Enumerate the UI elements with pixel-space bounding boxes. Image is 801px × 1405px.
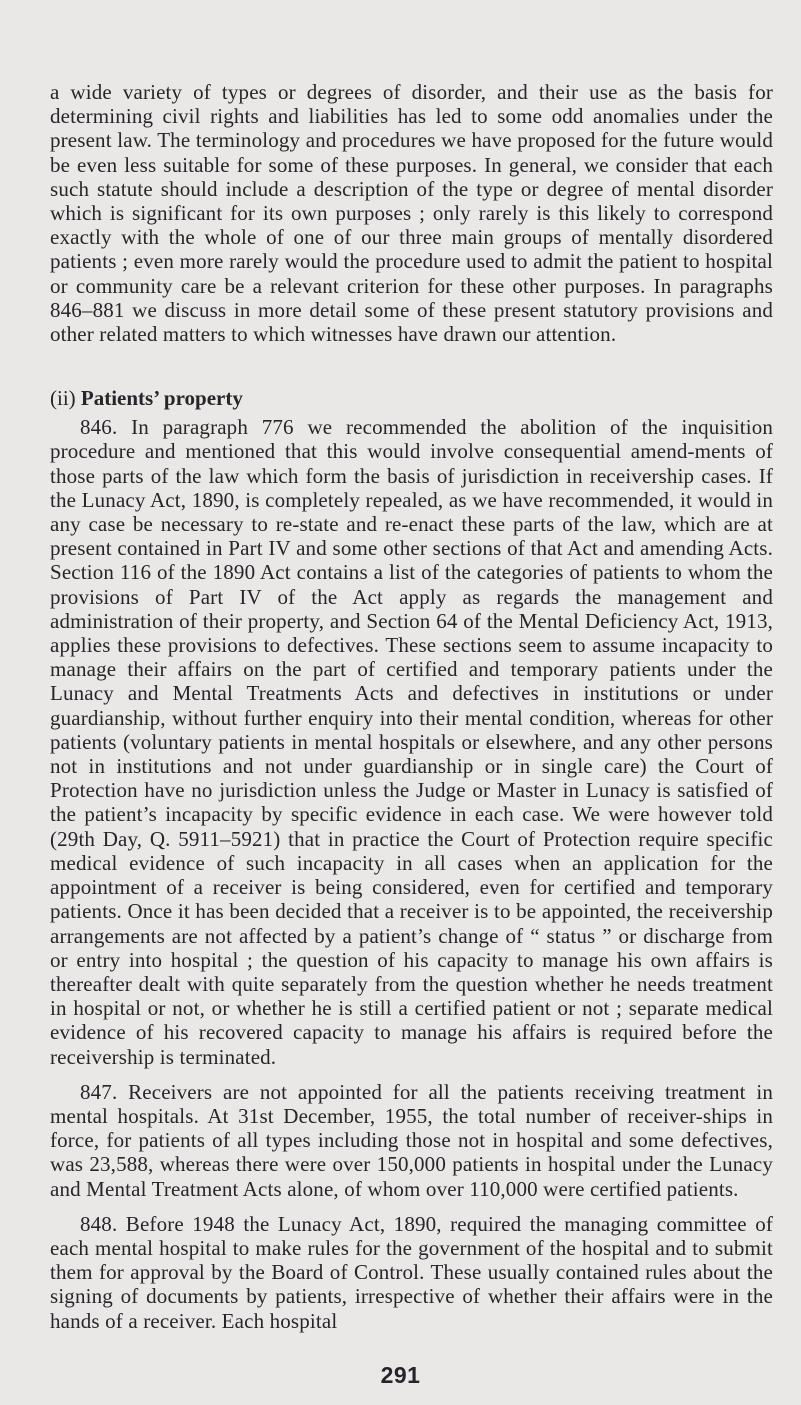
paragraph-848: 848. Before 1948 the Lunacy Act, 1890, required the managing committee of each mental hospital to make rules for the government of the hospital and to submit them for approval by the Board of Control. These usually contained rules about the signing of documents by patients, irrespective of whether their affairs were in the hands of a receiver. Each hospital — [50, 1211, 773, 1333]
paragraph-gap — [50, 1201, 773, 1212]
section-heading — [50, 386, 773, 410]
paragraph-gap — [50, 1069, 773, 1080]
intro-paragraph: a wide variety of types or degrees of disorder, and their use as the basis for determining civil rights and liabilities has led to some odd anomalies under the present law. The terminology and procedures we have proposed for the future would be even less suitable for some of these purposes. In general, we consider that each such statute should include a description of the type or degree of mental disorder which is significant for its own purposes ; only rarely is this likely to correspond exactly with the whole of one of our three main groups of mentally disordered patients ; even more rarely would the procedure used to admit the patient to hospital or community care be a relevant criterion for these other purposes. In paragraphs 846–881 we discuss in more detail some of these present statutory provisions and other related matters to which witnesses have drawn our attention. — [50, 80, 773, 347]
paragraph-846: 846. In paragraph 776 we recommended the abolition of the inquisition procedure and mentioned that this would involve consequential amend-ments of those parts of the law which form the basis of jurisdiction in receivership cases. If the Lunacy Act, 1890, is completely repealed, as we have recommended, it would in any case be necessary to re-state and re-enact these parts of the law, which are at present contained in Part IV and some other sections of that Act and amending Acts. Section 116 of the 1890 Act contains a list of the categories of patients to whom the provisions of Part IV of the Act apply as regards the management and administration of their property, and Section 64 of the Mental Deficiency Act, 1913, applies these provisions to defectives. These sections seem to assume incapacity to manage their affairs on the part of certified and temporary patients under the Lunacy and Mental Treatments Acts and defectives in institutions or under guardianship, without further enquiry into their mental condition, whereas for other patients (voluntary patients in mental hospitals or elsewhere, and any other persons not in institutions and not under guardianship or in single care) the Court of Protection have no jurisdiction unless the Judge or Master in Lunacy is satisfied of the patient’s incapacity by specific evidence in each case. We were however told (29th Day, Q. 5911–5921) that in practice the Court of Protection require specific medical evidence of such incapacity in all cases when an application for the appointment of a receiver is being considered, even for certified and temporary patients. Once it has been decided that a receiver is to be appointed, the receivership arrangements are not affected by a patient’s change of “ status ” or discharge from or entry into hospital ; the question of his capacity to manage his own affairs is thereafter dealt with quite separately from the question whether he needs treatment in hospital or not, or whether he is still a certified patient or not ; separate medical evidence of his recovered capacity to manage his affairs is required before the receivership is terminated. — [50, 415, 773, 1069]
paragraph-847: 847. Receivers are not appointed for all the patients receiving treatment in mental hospitals. At 31st December, 1955, the total number of receiver-ships in force, for patients of all types including those not in hospital and some defectives, was 23,588, whereas there were over 150,000 patients in hospital under the Lunacy and Mental Treatment Acts alone, of whom over 110,000 were certified patients. — [50, 1079, 773, 1201]
section-number: (ii) — [50, 386, 76, 411]
section-title: Patients’ property — [80, 386, 243, 411]
page-number: 291 — [380, 1362, 421, 1388]
